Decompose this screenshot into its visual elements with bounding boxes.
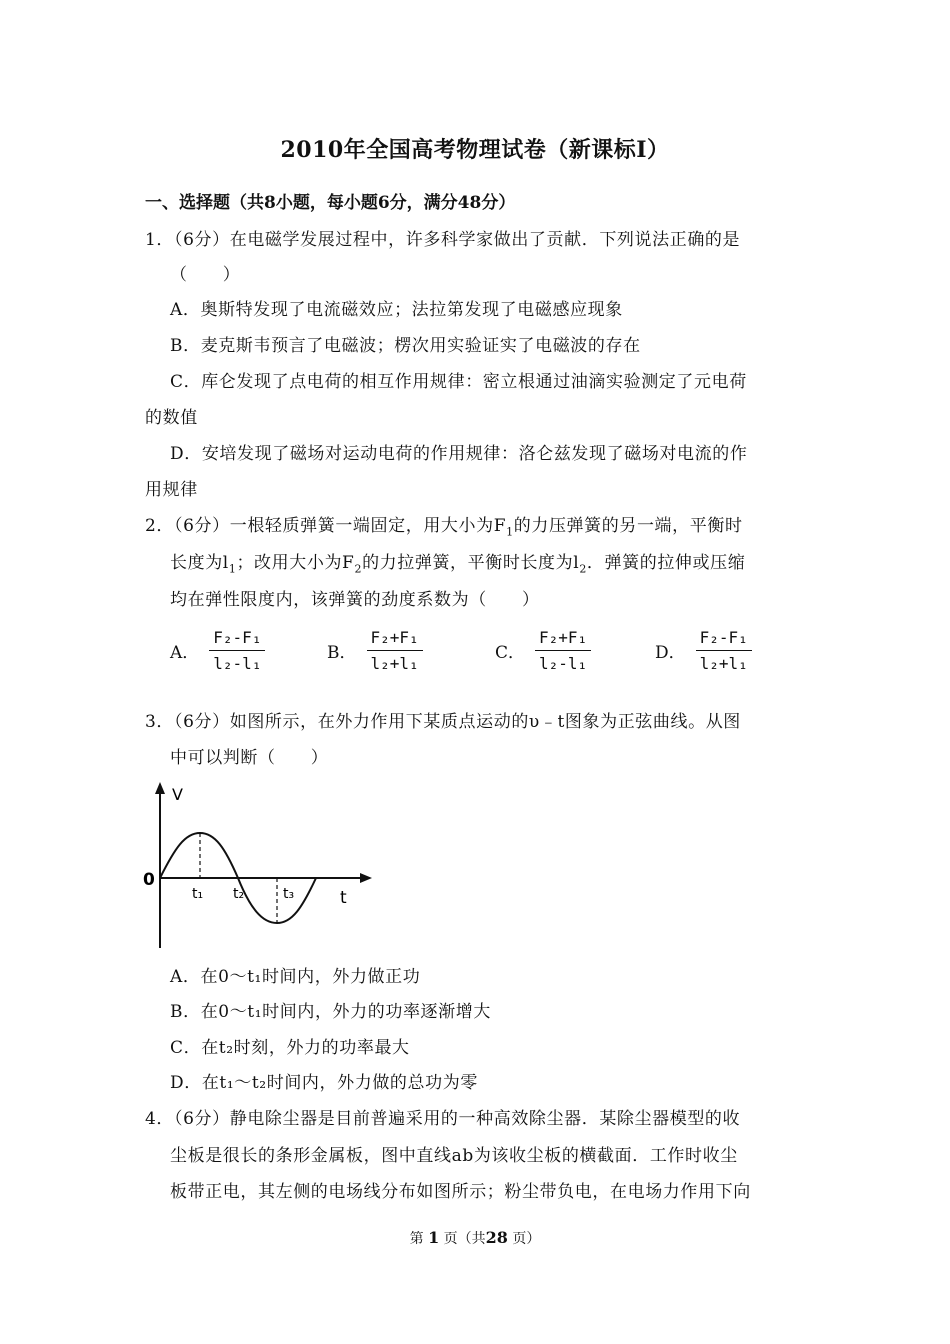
q2-option-c: C． $\frac{\text{F₂+F₁}}{\text{l₂-l₁}}$ <box>495 628 591 673</box>
page-footer: 第 1 页（共28 页） <box>409 1228 541 1247</box>
total-pages: 28 <box>485 1228 508 1247</box>
q1-stem-cont: （ ） <box>170 265 241 285</box>
q3-option-c: C．在t₂时刻，外力的功率最大 <box>170 1038 410 1058</box>
q1-option-c-cont: 的数值 <box>145 408 198 428</box>
q1-option-d-cont: 用规律 <box>145 480 198 500</box>
q1-option-a: A．奥斯特发现了电流磁效应；法拉第发现了电磁感应现象 <box>170 300 623 320</box>
q2-option-b: B． $\frac{\text{F₂+F₁}}{\text{l₂+l₁}}$ <box>327 628 423 673</box>
q2-stem: 2．（6分）一根轻质弹簧一端固定，用大小为$F_1$的力压弹簧的另一端，平衡时 <box>145 516 743 539</box>
t3-label: t₃ <box>283 886 295 902</box>
v-axis-arrow <box>155 782 165 794</box>
q1-option-d: D．安培发现了磁场对运动电荷的作用规律：洛仑兹发现了磁场对电流的作 <box>170 444 748 464</box>
t2-label: t₂ <box>233 886 245 902</box>
vt-graph <box>140 778 380 953</box>
t-label: t <box>340 888 347 908</box>
q4-stem-cont2: 板带正电，其左侧的电场线分布如图所示；粉尘带负电，在电场力作用下向 <box>170 1182 751 1202</box>
q3-stem: 3．（6分）如图所示，在外力作用下某质点运动的υ﹣t图象为正弦曲线。从图 <box>145 712 741 732</box>
q3-stem-cont: 中可以判断（ ） <box>170 748 329 768</box>
v-label: V <box>172 785 183 804</box>
q3-option-a: A．在0～t₁时间内，外力做正功 <box>170 967 421 987</box>
q2-stem-cont: 长度为$l_1$；改用大小为$F_2$的力拉弹簧，平衡时长度为$l_2$．弹簧的拉伸或压缩 <box>170 553 746 576</box>
fraction: $\frac{\text{F₂+F₁}}{\text{l₂-l₁}}$ <box>535 628 591 673</box>
q4-stem-cont: 尘板是很长的条形金属板，图中直线ab为该收尘板的横截面．工作时收尘 <box>170 1146 738 1166</box>
section-heading: 一、选择题（共8小题，每小题6分，满分48分） <box>145 193 516 213</box>
page-title: 2010年全国高考物理试卷（新课标Ⅰ） <box>280 137 670 163</box>
fraction: $\frac{\text{F₂-F₁}}{\text{l₂-l₁}}$ <box>209 628 265 673</box>
q3-option-d: D．在t₁～t₂时间内，外力做的总功为零 <box>170 1073 478 1093</box>
t-axis-arrow <box>360 873 372 883</box>
q2-option-a: A． $\frac{\text{F₂-F₁}}{\text{l₂-l₁}}$ <box>170 628 265 673</box>
fraction: $\frac{\text{F₂+F₁}}{\text{l₂+l₁}}$ <box>367 628 423 673</box>
page-number: 1 <box>428 1228 440 1247</box>
q2-option-d: D． $\frac{\text{F₂-F₁}}{\text{l₂+l₁}}$ <box>655 628 752 673</box>
q3-option-b: B．在0～t₁时间内，外力的功率逐渐增大 <box>170 1002 491 1022</box>
q1-option-b: B．麦克斯韦预言了电磁波；楞次用实验证实了电磁波的存在 <box>170 336 641 356</box>
t1-label: t₁ <box>192 886 204 902</box>
fraction: $\frac{\text{F₂-F₁}}{\text{l₂+l₁}}$ <box>696 628 752 673</box>
q1-stem: 1．（6分）在电磁学发展过程中，许多科学家做出了贡献．下列说法正确的是 <box>145 230 741 250</box>
q4-stem: 4．（6分）静电除尘器是目前普遍采用的一种高效除尘器．某除尘器模型的收 <box>145 1109 741 1129</box>
origin-label: 0 <box>143 870 155 890</box>
q2-stem-cont2: 均在弹性限度内，该弹簧的劲度系数为（ ） <box>170 590 540 610</box>
q1-option-c: C．库仑发现了点电荷的相互作用规律：密立根通过油滴实验测定了元电荷 <box>170 372 747 392</box>
